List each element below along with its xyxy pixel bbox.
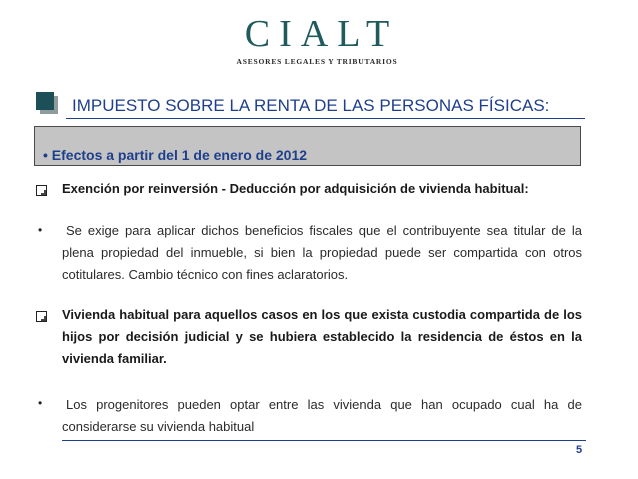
logo-name: CIALT <box>244 13 399 55</box>
effects-banner <box>34 126 581 166</box>
item-heading-custody: Vivienda habitual para aquellos casos en los que exista custodia compartida de los hijos por decisión judicial y se hubiera establecido la residencia de éstos en la vivienda familiar. <box>62 307 582 366</box>
effects-text: • Efectos a partir del 1 de enero de 2012 <box>43 147 308 163</box>
item-heading-reinvestment: Exención por reinversión - Deducción por adquisición de vivienda habitual: <box>62 181 529 196</box>
title-square-icon <box>36 92 58 114</box>
company-logo <box>222 14 412 66</box>
footer-rule <box>62 440 586 441</box>
item-text-parents: Los progenitores pueden optar entre las vivienda que han ocupado cual ha de considerarse su vivienda habitual <box>62 397 582 434</box>
page-number: 5 <box>576 444 583 456</box>
checkbox-bullet-icon <box>36 185 47 196</box>
bullet-marker: • <box>38 223 43 237</box>
slide-title: IMPUESTO SOBRE LA RENTA DE LAS PERSONAS FÍSICAS: <box>72 96 550 115</box>
checkbox-bullet-icon <box>36 311 47 322</box>
bullet-marker: • <box>38 396 43 410</box>
title-underline <box>66 118 585 119</box>
item-text-ownership: Se exige para aplicar dichos beneficios fiscales que el contribuyente sea titular de la plena propiedad del inmueble, si bien la propiedad puede ser compartida con otros cotitulares. Cambio técnico con fines aclaratorios. <box>62 223 582 282</box>
logo-tagline: ASESORES LEGALES Y TRIBUTARIOS <box>236 57 398 66</box>
